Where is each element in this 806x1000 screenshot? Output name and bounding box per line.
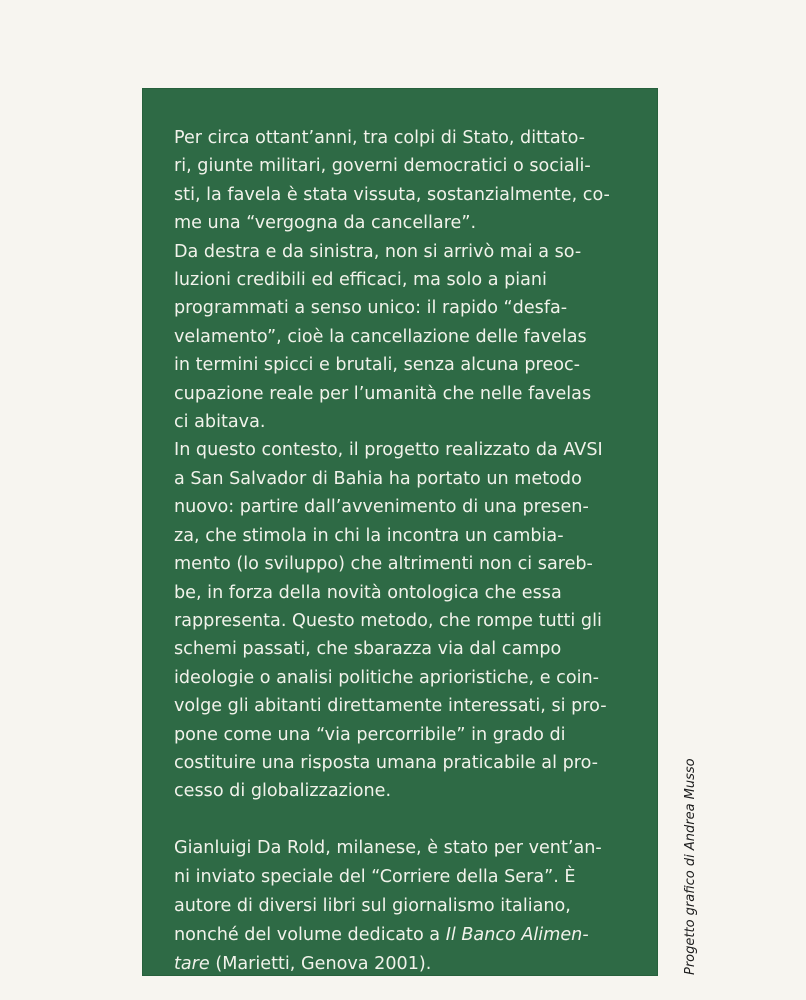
- blurb-text: [174, 124, 642, 979]
- blurb-paragraph-2: Da destra e da sinistra, non si arrivò mai a so- luzioni credibili ed efficaci, ma solo a piani programmati a senso unico: il rapido “desfa- velamento”, cioè la cancellazione delle favelas in termini spicci e brutali, senza alcuna preoc- cupazione reale per l’umanità che nelle favelas ci abitava.: [174, 241, 592, 433]
- back-cover-panel: [142, 88, 658, 976]
- blurb-paragraph-3: In questo contesto, il progetto realizzato da AVSI a San Salvador di Bahia ha portato un metodo nuovo: partire dall’avvenimento di una presen- za, che stimola in chi la incontra un cambia- mento (lo sviluppo) che altrimenti non ci sareb- be, in forza della novità ontologica che essa rappresenta. Questo metodo, che rompe tutti gli schemi passati, che sbarazza via dal campo ideologie o analisi politiche aprioristiche, e coin- volge gli abitanti direttamente interessati, si pro- pone come una “via percorribile” in grado di costituire una risposta umana praticabile al pro- cesso di globalizzazione.: [174, 440, 607, 802]
- author-bio-intro: Gianluigi Da Rold, milanese, è stato per vent’an- ni inviato speciale del “Corriere della Sera”. È autore di diversi libri sul giornalismo italiano, nonché del volume dedicato a: [174, 837, 602, 945]
- author-bio: [174, 834, 642, 979]
- blurb-paragraph-1: Per circa ottant’anni, tra colpi di Stato, dittato- ri, giunte militari, governi democratici o sociali- sti, la favela è stata vissuta, sostanzialmente, co- me una “vergogna da cancellare”.: [174, 128, 610, 234]
- paragraph-spacer: [174, 806, 642, 834]
- design-credit: Progetto grafico di Andrea Musso: [683, 758, 698, 975]
- book-title: Il Banco Alimen- tare: [174, 924, 589, 974]
- author-bio-publisher: (Marietti, Genova 2001).: [209, 953, 432, 974]
